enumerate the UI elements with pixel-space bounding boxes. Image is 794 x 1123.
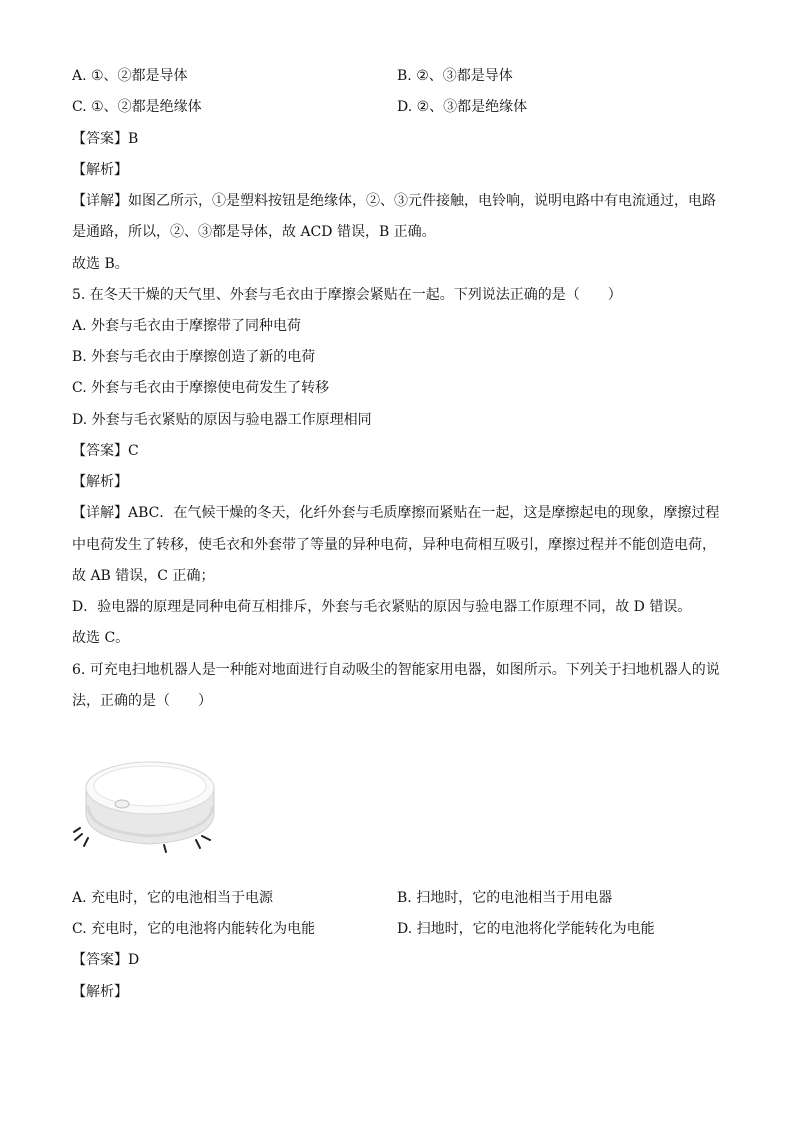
q6-option-b: B. 扫地时，它的电池相当于用电器	[397, 890, 613, 906]
q4-option-b: B. ②、③都是导体	[397, 68, 513, 84]
q6-answer: 【答案】D	[72, 952, 140, 968]
q6-analysis-label: 【解析】	[72, 984, 128, 1000]
q4-detail-line-1: 【详解】如图乙所示，①是塑料按钮是绝缘体，②、③元件接触，电铃响，说明电路中有电流通过，电路	[72, 193, 716, 209]
q5-detail-line-2: 中电荷发生了转移，使毛衣和外套带了等量的异种电荷，异种电荷相互吸引，摩擦过程并不能创造电荷，	[72, 537, 716, 553]
q5-option-d: D. 外套与毛衣紧贴的原因与验电器工作原理相同	[72, 412, 372, 428]
q6-option-d: D. 扫地时，它的电池将化学能转化为电能	[397, 921, 655, 937]
q5-option-c: C. 外套与毛衣由于摩擦使电荷发生了转移	[72, 380, 330, 396]
q6-option-c: C. 充电时，它的电池将内能转化为电能	[72, 921, 316, 937]
q4-analysis-label: 【解析】	[72, 162, 128, 178]
robot-vacuum-icon	[72, 752, 224, 856]
q6-option-a: A. 充电时，它的电池相当于电源	[72, 890, 274, 906]
q6-stem-line-2: 法，正确的是（ ）	[72, 693, 212, 709]
q6-stem-line-1: 6. 可充电扫地机器人是一种能对地面进行自动吸尘的智能家用电器，如图所示。下列关于扫地机器人的说	[72, 662, 720, 678]
q5-option-a: A. 外套与毛衣由于摩擦带了同种电荷	[72, 318, 302, 334]
q4-option-d: D. ②、③都是绝缘体	[397, 99, 528, 115]
q5-analysis-label: 【解析】	[72, 474, 128, 490]
q5-conclusion: 故选 C。	[72, 630, 130, 646]
q5-detail-line-1: 【详解】ABC．在气候干燥的冬天，化纤外套与毛质摩擦而紧贴在一起，这是摩擦起电的现象，摩擦过程	[72, 505, 720, 521]
q5-detail-line-3: 故 AB 错误，C 正确；	[72, 568, 215, 584]
q4-answer: 【答案】B	[72, 131, 139, 147]
q4-option-c: C. ①、②都是绝缘体	[72, 99, 202, 115]
q4-detail-line-2: 是通路，所以，②、③都是导体，故 ACD 错误，B 正确。	[72, 224, 436, 240]
q4-option-a: A. ①、②都是导体	[72, 68, 188, 84]
q5-detail-line-4: D．验电器的原理是同种电荷互相排斥，外套与毛衣紧贴的原因与验电器工作原理不同，故 D 错误。	[72, 599, 692, 615]
q5-answer: 【答案】C	[72, 443, 139, 459]
q5-stem: 5. 在冬天干燥的天气里、外套与毛衣由于摩擦会紧贴在一起。下列说法正确的是（ ）	[72, 287, 622, 303]
q5-option-b: B. 外套与毛衣由于摩擦创造了新的电荷	[72, 349, 316, 365]
q4-conclusion: 故选 B。	[72, 256, 129, 272]
